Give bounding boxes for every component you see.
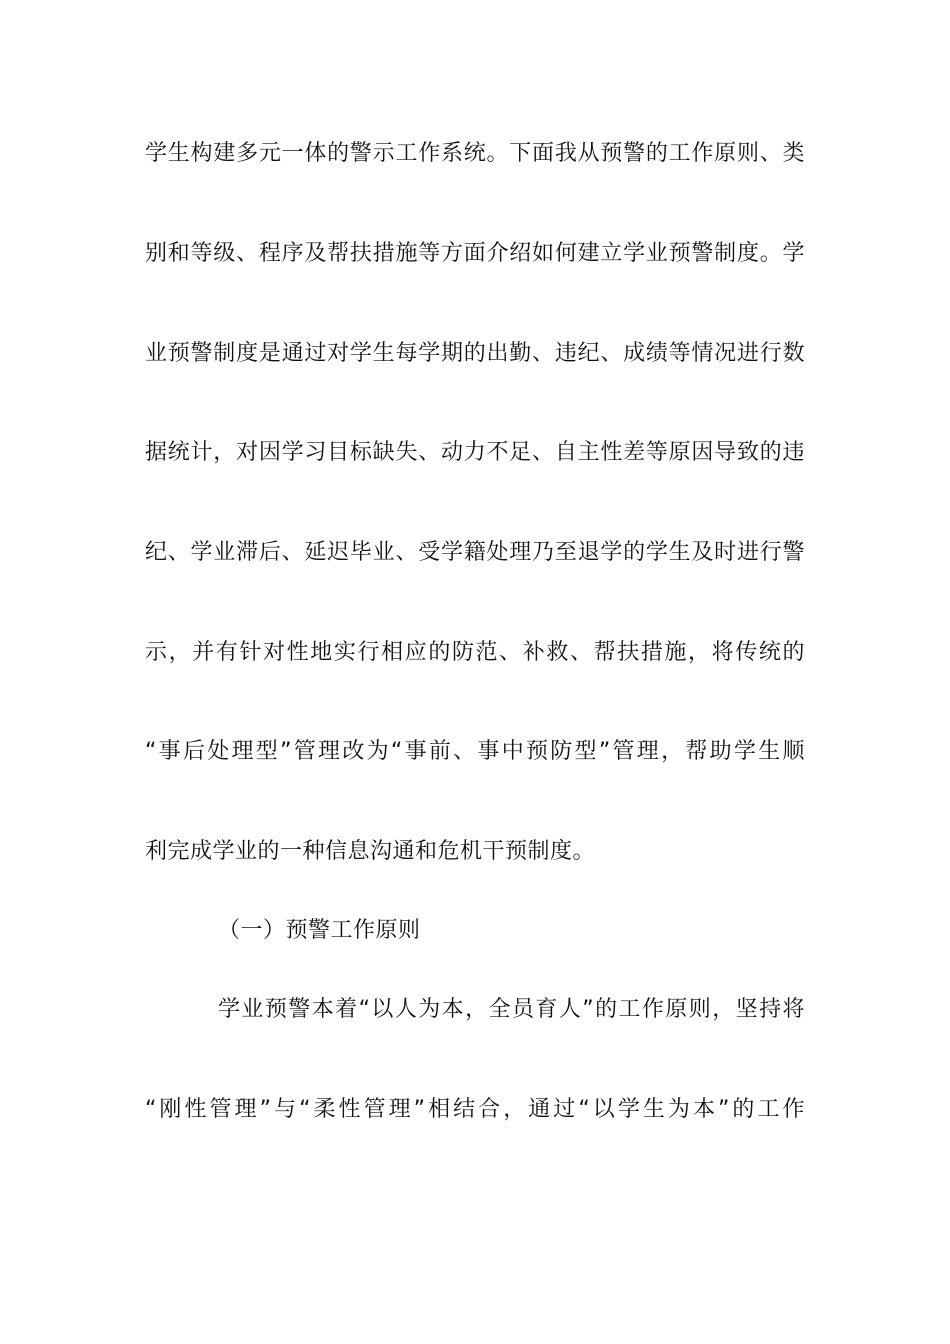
section-paragraph-line-2: “刚性管理”与“柔性管理”相结合，通过“以学生为本”的工作 <box>145 1097 805 1122</box>
paragraph-line-7: “事后处理型”管理改为“事前、事中预防型”管理，帮助学生顺 <box>145 739 805 764</box>
section-paragraph-line-1: 学业预警本着“以人为本，全员育人”的工作原则，坚持将 <box>218 997 805 1022</box>
paragraph-line-4: 据统计，对因学习目标缺失、动力不足、自主性差等原因导致的违 <box>145 440 805 465</box>
paragraph-line-2: 别和等级、程序及帮扶措施等方面介绍如何建立学业预警制度。学 <box>145 241 805 266</box>
paragraph-line-6: 示，并有针对性地实行相应的防范、补救、帮扶措施，将传统的 <box>145 640 805 665</box>
paragraph-line-5: 纪、学业滞后、延迟毕业、受学籍处理乃至退学的学生及时进行警 <box>145 540 805 565</box>
section-heading: （一）预警工作原则 <box>218 918 421 943</box>
paragraph-line-8: 利完成学业的一种信息沟通和危机干预制度。 <box>145 839 596 864</box>
paragraph-line-1: 学生构建多元一体的警示工作系统。下面我从预警的工作原则、类 <box>145 141 805 166</box>
paragraph-line-3: 业预警制度是通过对学生每学期的出勤、违纪、成绩等情况进行数 <box>145 341 805 366</box>
